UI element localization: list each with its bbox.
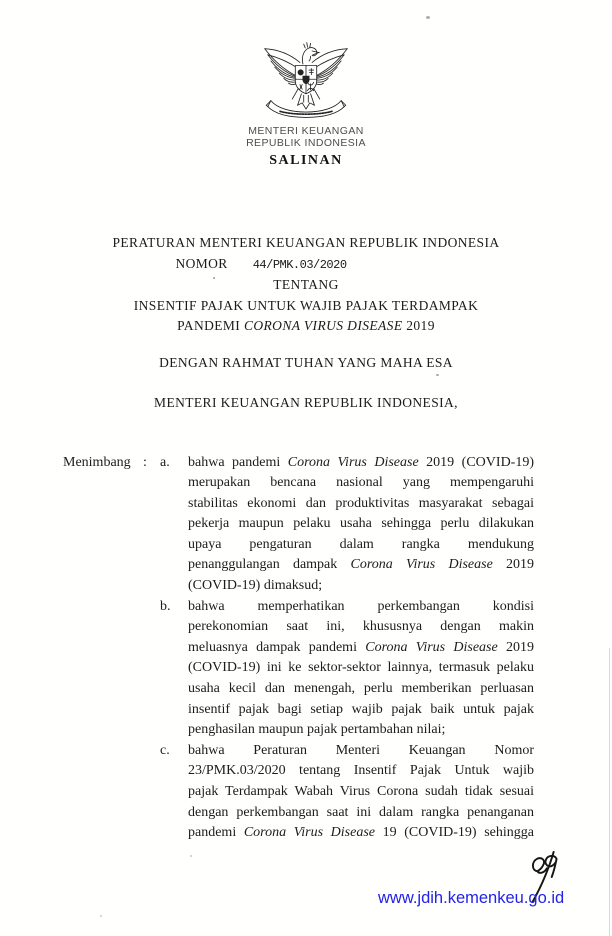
item-letter: b. [160, 598, 171, 614]
consideration-item [63, 453, 534, 597]
copy-stamp: SALINAN [269, 153, 343, 168]
scan-speckle [436, 374, 439, 376]
consideration-item [63, 597, 534, 741]
nomor-value: 44/PMK.03/2020 [252, 257, 347, 272]
tentang-label: TENTANG [273, 277, 339, 292]
ministry-name-line2: REPUBLIK INDONESIA [246, 137, 366, 149]
garuda-pancasila-emblem [260, 38, 352, 122]
nomor-label: NOMOR [175, 255, 228, 271]
subject-line-2: PANDEMI CORONA VIRUS DISEASE 2019 [177, 318, 435, 333]
scan-speckle [213, 277, 215, 279]
regulation-title-block [0, 233, 612, 337]
ministry-name-line1: MENTERI KEUANGAN [248, 125, 364, 137]
item-letter: c. [160, 742, 170, 758]
regulation-number-line [0, 254, 567, 276]
scan-speckle [100, 915, 102, 917]
invocation-line: DENGAN RAHMAT TUHAN YANG MAHA ESA [159, 354, 453, 370]
item-text: bahwa memperhatikan perkembangan kondisi perekonomian saat ini, khususnya dengan makin meluasnya dampak pandemi Corona Virus Disease 2019 (COVID-19) ini ke sektor-sektor lainnya, termasuk pelaku usaha kecil dan menengah, perlu memberikan perluasan insentif pajak bagi setiap wajib pajak baik untuk pajak penghasilan maupun pajak pertambahan nilai; [188, 598, 535, 738]
considerations-section [0, 453, 612, 844]
item-text: bahwa pandemi Corona Virus Disease 2019 (COVID-19) merupakan bencana nasional yang mempengaruhi stabilitas ekonomi dan produktivitas masyarakat sebagai pekerja maupun pelaku usaha sehingga perlu dilakukan upaya pengaturan dalam rangka mendukung penanggulangan dampak Corona Virus Disease 2019 (COVID-19) dimaksud; [188, 454, 535, 594]
consideration-item [63, 741, 534, 844]
jdih-website-link[interactable]: www.jdih.kemenkeu.go.id [378, 889, 565, 907]
item-text: bahwa Peraturan Menteri Keuangan Nomor 23/PMK.03/2020 tentang Insentif Pajak Untuk wajib pajak Terdampak Wabah Virus Corona sudah tidak sesuai dengan perkembangan saat ini dalam rangka penanganan pandemi Corona Virus Disease 19 (COVID-19) sehingga [188, 742, 534, 841]
regulation-title-line: PERATURAN MENTERI KEUANGAN REPUBLIK INDONESIA [112, 235, 500, 250]
scan-speckle [190, 855, 192, 857]
document-header [0, 0, 612, 168]
issuer-line: MENTERI KEUANGAN REPUBLIK INDONESIA, [154, 394, 458, 410]
menimbang-colon: : [143, 454, 147, 470]
subject-line-1: INSENTIF PAJAK UNTUK WAJIB PAJAK TERDAMPAK [133, 297, 479, 313]
menimbang-label: Menimbang [63, 454, 131, 470]
scan-speckle [426, 16, 430, 19]
scan-edge-line [609, 648, 610, 936]
item-letter: a. [160, 454, 170, 470]
